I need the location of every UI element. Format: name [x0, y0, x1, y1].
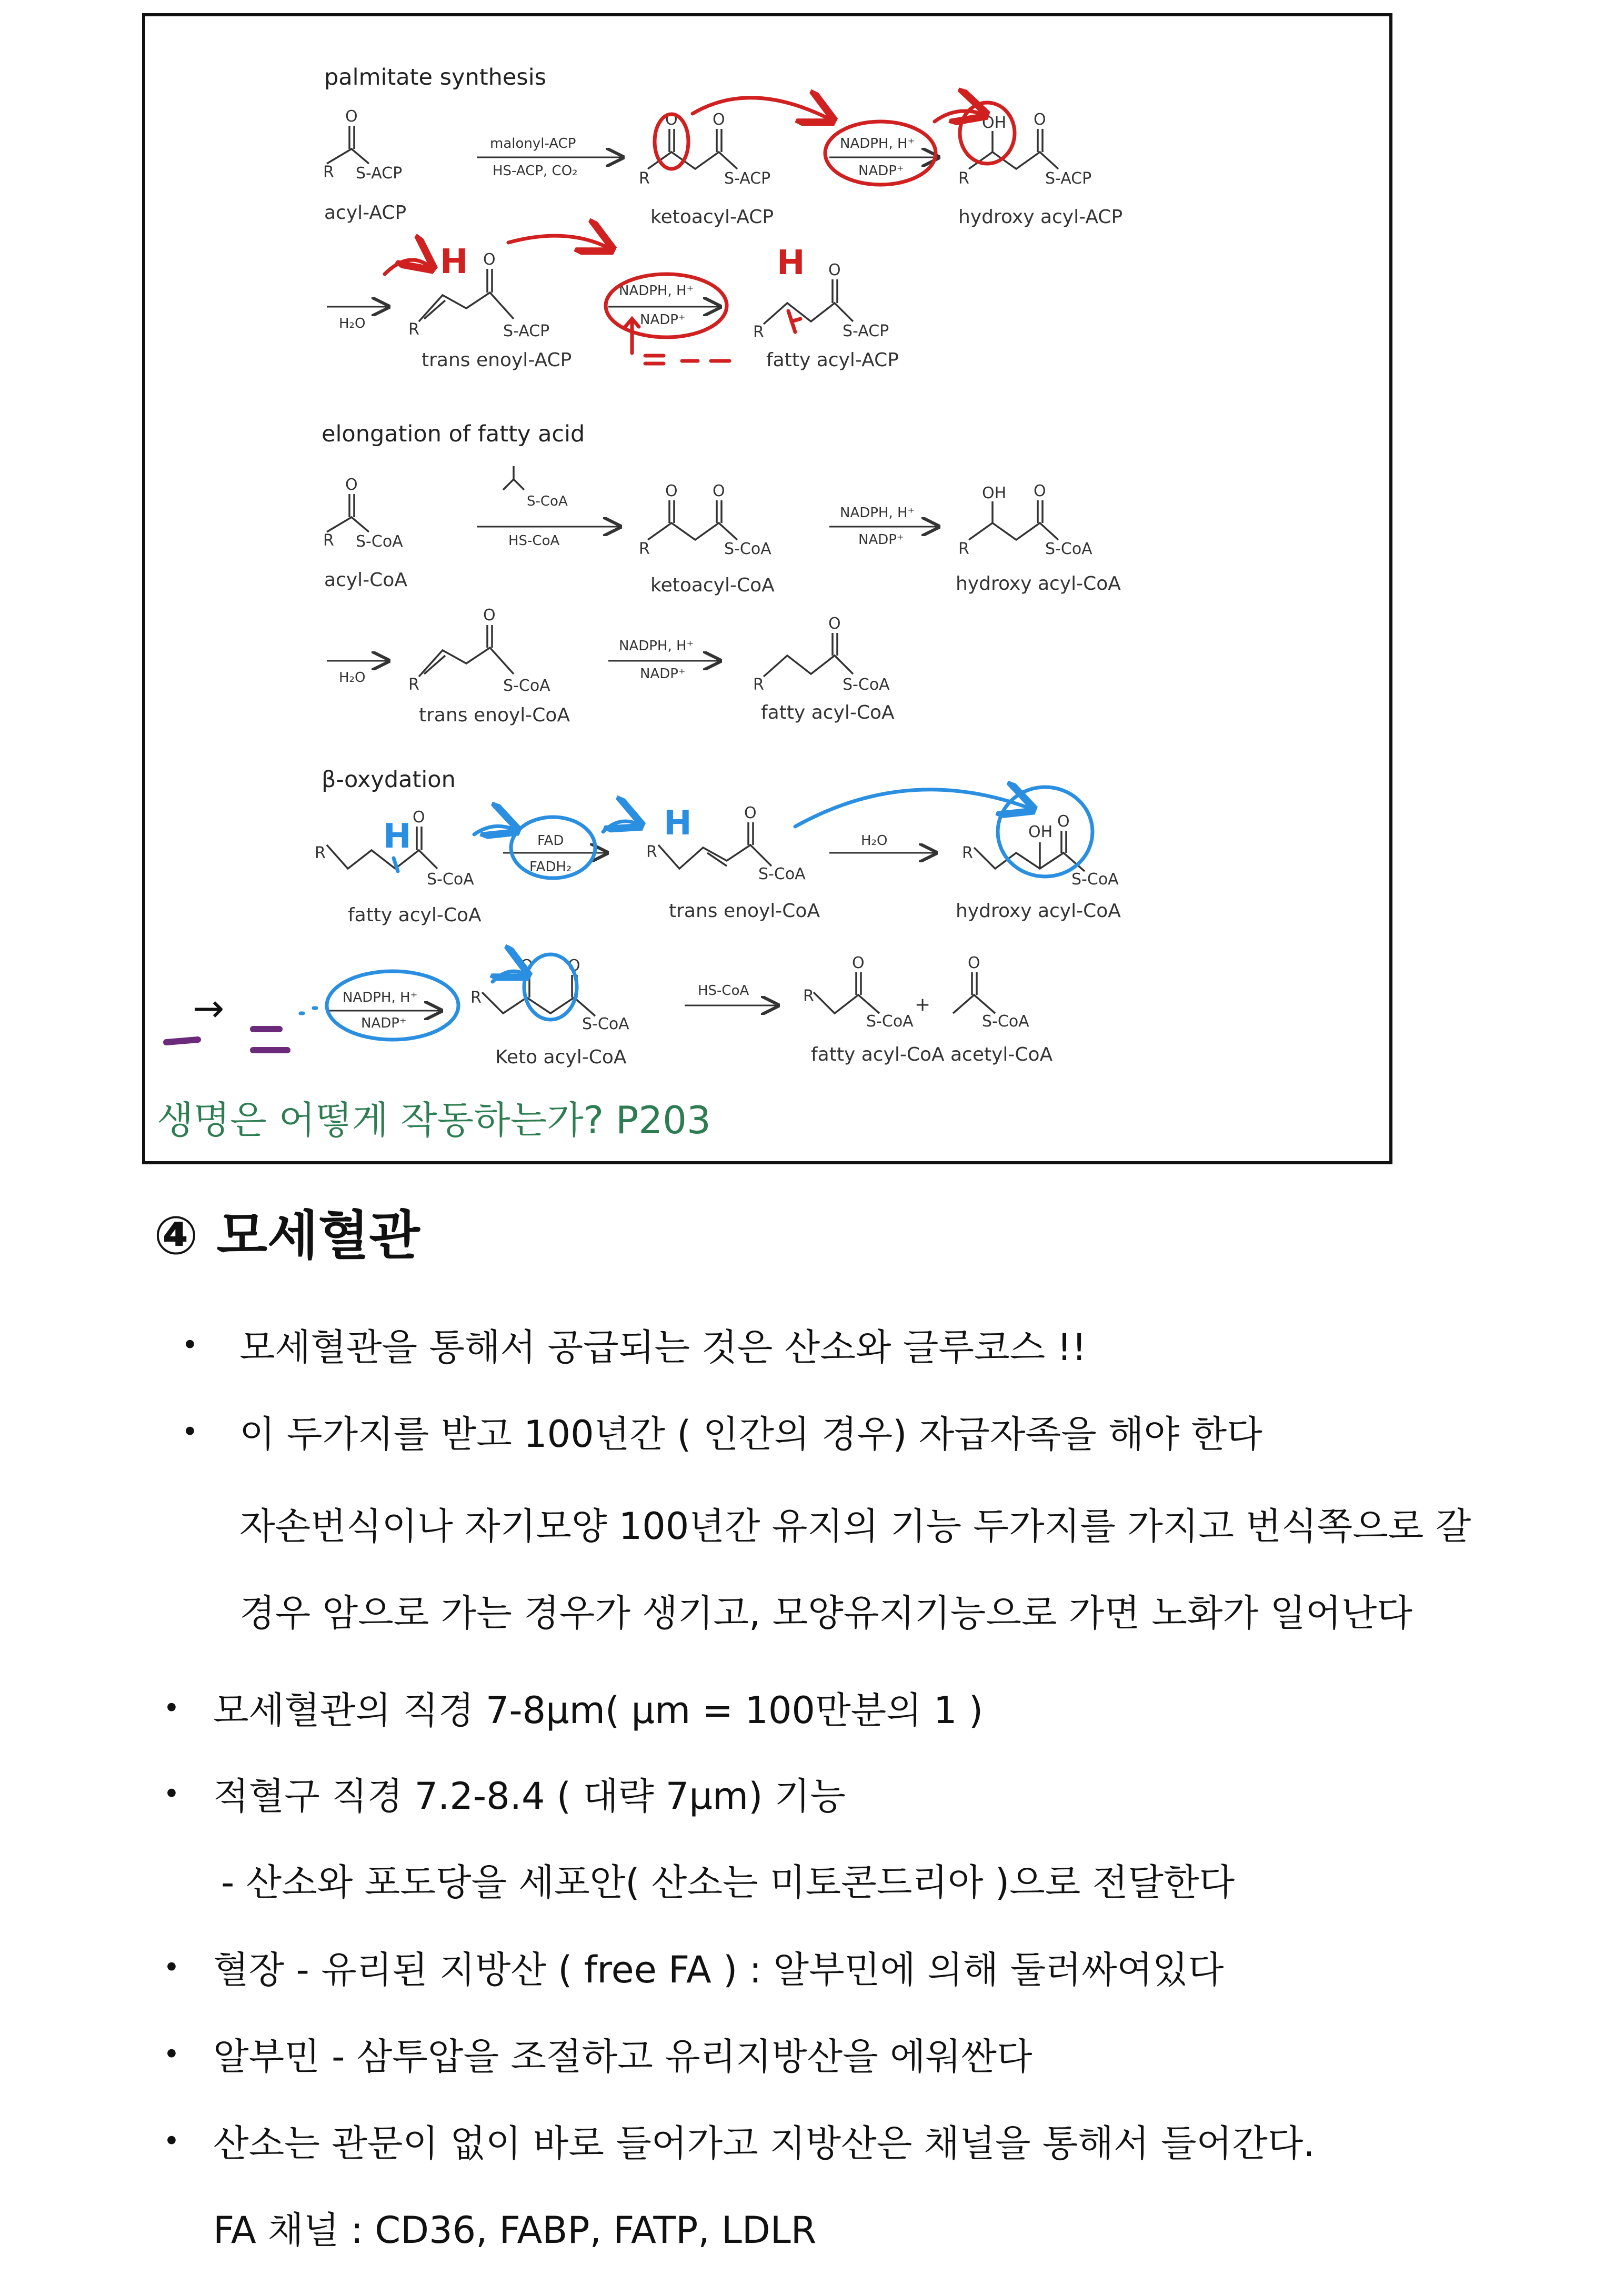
label-fatty-acyl-coa-1: fatty acyl-CoA: [761, 702, 895, 723]
svg-text:O: O: [828, 261, 841, 279]
note-8: 혈장 - 유리된 지방산 ( free FA ) : 알부민에 의해 둘러싸여있다: [213, 1948, 1224, 1991]
molecule-hydroxy-acyl-acp: [958, 110, 1122, 228]
reaction-figure: [142, 13, 1392, 1164]
svg-text:O: O: [483, 606, 496, 625]
section-beta-title: β-oxydation: [322, 767, 456, 793]
label-keto-acyl-coa: Keto acyl-CoA: [495, 1046, 627, 1068]
reagent-nadp-3: NADP⁺: [858, 532, 904, 548]
note-9: 알부민 - 삼투압을 조절하고 유리지방산을 에워싼다: [213, 2035, 1032, 2078]
reaction-diagram: [145, 16, 1396, 1167]
svg-text:S-CoA: S-CoA: [843, 676, 890, 694]
bullet-mark: •: [163, 1951, 180, 1984]
label-ketoacyl-acp: ketoacyl-ACP: [650, 206, 774, 228]
molecule-acyl-acp: [323, 107, 406, 224]
svg-text:S-CoA: S-CoA: [503, 677, 550, 695]
svg-text:→: →: [193, 986, 225, 1030]
label-ketoacyl-coa: ketoacyl-CoA: [650, 575, 775, 596]
label-acetyl-coa: acetyl-CoA: [950, 1044, 1053, 1065]
bullet-mark: •: [182, 1415, 198, 1448]
figure-caption: 생명은 어떻게 작동하는가? P203: [157, 1098, 711, 1142]
svg-text:O: O: [520, 956, 533, 975]
note-11: FA 채널 : CD36, FABP, FATP, LDLR: [213, 2209, 817, 2252]
svg-text:R: R: [962, 844, 973, 862]
purple-handwriting: [166, 986, 287, 1050]
molecule-ketoacyl-acp: [639, 110, 774, 228]
label-acyl-coa: acyl-CoA: [324, 569, 407, 591]
svg-text:S-ACP: S-ACP: [503, 322, 550, 340]
svg-text:R: R: [803, 987, 814, 1005]
svg-text:O: O: [828, 615, 841, 633]
bullet-mark: •: [182, 1328, 198, 1362]
note-7: - 산소와 포도당을 세포안( 산소는 미토콘드리아 )으로 전달한다: [221, 1861, 1235, 1904]
label-fatty-acyl-coa-2: fatty acyl-CoA: [348, 904, 482, 926]
svg-text:S-CoA: S-CoA: [427, 870, 474, 889]
svg-text:O: O: [852, 954, 865, 972]
svg-text:O: O: [345, 107, 358, 126]
reagent-h2o-1: H₂O: [339, 316, 366, 331]
molecule-acyl-coa: [323, 476, 407, 591]
svg-text:O: O: [1034, 482, 1046, 500]
reagent-nadph-5: NADPH, H⁺: [343, 990, 418, 1005]
note-5: 모세혈관의 직경 7-8μm( μm = 100만분의 1 ): [213, 1689, 984, 1732]
svg-text:S-CoA: S-CoA: [1071, 870, 1119, 889]
note-4: 경우 암으로 가는 경우가 생기고, 모양유지기능으로 가면 노화가 일어난다: [239, 1592, 1412, 1635]
svg-text:R: R: [323, 531, 334, 550]
reagent-malonyl-acp: malonyl-ACP: [490, 136, 576, 152]
note-2: 이 두가지를 받고 100년간 ( 인간의 경우) 자급자족을 해야 한다: [239, 1413, 1262, 1456]
reagent-nadph-4: NADPH, H⁺: [619, 638, 694, 654]
reagent-fadh2: FADH₂: [529, 859, 572, 875]
plus-sign: +: [915, 994, 931, 1015]
svg-text:O: O: [713, 482, 725, 500]
svg-text:R: R: [958, 169, 969, 188]
svg-text:R: R: [958, 540, 969, 558]
svg-text:S-ACP: S-ACP: [724, 169, 771, 188]
molecule-fatty-acyl-coa-1: [753, 615, 895, 723]
label-hydroxy-acyl-acp: hydroxy acyl-ACP: [958, 206, 1123, 228]
reagent-hs-coa-1: HS-CoA: [508, 533, 560, 549]
bullet-mark: •: [163, 2124, 180, 2158]
bullet-mark: •: [163, 2038, 180, 2071]
label-fatty-acyl-coa-3: fatty acyl-CoA: [811, 1044, 945, 1065]
svg-text:H: H: [440, 243, 468, 281]
svg-text:O: O: [1057, 812, 1070, 831]
label-trans-enoyl-coa: trans enoyl-CoA: [419, 704, 570, 726]
reagent-nadph-2: NADPH, H⁺: [619, 283, 694, 299]
svg-text:S-CoA: S-CoA: [758, 865, 806, 883]
note-3: 자손번식이나 자기모양 100년간 유지의 기능 두가지를 가지고 번식쪽으로 갈: [239, 1505, 1471, 1548]
svg-text:O: O: [1034, 110, 1046, 129]
svg-text:S-ACP: S-ACP: [843, 322, 889, 340]
reagent-nadp-5: NADP⁺: [361, 1015, 407, 1031]
reagent-nadp-2: NADP⁺: [640, 312, 686, 328]
svg-text:S-CoA: S-CoA: [1045, 540, 1092, 558]
svg-text:S-ACP: S-ACP: [356, 164, 403, 183]
red-handwriting: [385, 98, 1015, 364]
svg-text:OH: OH: [1028, 823, 1053, 841]
svg-text:OH: OH: [982, 484, 1007, 502]
bullet-mark: •: [163, 1691, 180, 1725]
svg-text:R: R: [470, 989, 482, 1007]
molecule-acetyl-coa: [950, 954, 1053, 1065]
svg-text:H: H: [777, 244, 805, 283]
molecule-ketoacyl-coa: [639, 482, 775, 596]
svg-text:O: O: [968, 954, 980, 972]
svg-text:O: O: [744, 804, 757, 822]
molecule-fatty-acyl-acp: [753, 261, 899, 371]
reagent-nadph-1: NADPH, H⁺: [840, 136, 915, 152]
label-fatty-acyl-acp: fatty acyl-ACP: [766, 349, 899, 371]
svg-text:O: O: [665, 110, 678, 129]
note-1: 모세혈관을 통해서 공급되는 것은 산소와 글루코스 !!: [239, 1326, 1087, 1369]
note-10: 산소는 관문이 없이 바로 들어가고 지방산은 채널을 통해서 들어간다.: [213, 2122, 1315, 2165]
svg-text:S-CoA: S-CoA: [724, 540, 771, 558]
svg-text:O: O: [345, 476, 358, 494]
reagent-hs-acp-co2: HS-ACP, CO₂: [493, 163, 578, 179]
note-6: 적혈구 직경 7.2-8.4 ( 대략 7μm) 기능: [213, 1775, 846, 1818]
svg-text:S-CoA: S-CoA: [582, 1015, 629, 1033]
molecule-hydroxy-acyl-coa: [956, 482, 1121, 595]
svg-text:S-CoA: S-CoA: [982, 1012, 1029, 1031]
label-trans-enoyl-acp: trans enoyl-ACP: [422, 349, 572, 371]
label-acyl-acp: acyl-ACP: [324, 202, 407, 224]
section-title: ④ 모세혈관: [154, 1205, 420, 1266]
molecule-trans-enoyl-acp: [408, 250, 572, 371]
molecule-hydroxy-acyl-coa-2: [956, 812, 1121, 922]
reagent-s-coa-small: S-CoA: [527, 494, 568, 509]
reagent-nadp-1: NADP⁺: [858, 163, 904, 179]
reagent-nadp-4: NADP⁺: [640, 666, 686, 682]
svg-text:R: R: [315, 844, 326, 862]
reagent-h2o-2: H₂O: [339, 670, 366, 686]
svg-text:R: R: [753, 676, 764, 694]
svg-text:R: R: [753, 323, 764, 341]
svg-text:R: R: [639, 169, 650, 188]
svg-text:O: O: [713, 110, 725, 129]
section-palmitate-title: palmitate synthesis: [324, 64, 547, 90]
svg-text:H: H: [383, 817, 412, 856]
reagent-nadph-3: NADPH, H⁺: [840, 505, 915, 521]
svg-text:S-ACP: S-ACP: [1045, 169, 1092, 188]
label-hydroxy-acyl-coa-2: hydroxy acyl-CoA: [956, 900, 1121, 922]
svg-text:O: O: [413, 808, 425, 827]
reagent-h2o-3: H₂O: [861, 833, 888, 849]
svg-text:R: R: [646, 843, 657, 861]
svg-text:R: R: [639, 540, 650, 558]
bullet-mark: •: [163, 1777, 180, 1810]
svg-text:R: R: [408, 320, 419, 339]
molecule-keto-acyl-coa: [470, 956, 629, 1068]
svg-text:R: R: [323, 163, 334, 182]
svg-text:R: R: [408, 676, 419, 694]
molecule-trans-enoyl-coa: [408, 606, 570, 726]
svg-text:S-CoA: S-CoA: [866, 1012, 914, 1031]
svg-text:O: O: [568, 956, 580, 975]
svg-text:S-CoA: S-CoA: [356, 532, 403, 551]
svg-text:OH: OH: [982, 114, 1007, 132]
reagent-fad: FAD: [537, 833, 564, 849]
section-elongation-title: elongation of fatty acid: [322, 421, 585, 447]
label-hydroxy-acyl-coa: hydroxy acyl-CoA: [956, 573, 1121, 595]
label-trans-enoyl-coa-2: trans enoyl-CoA: [669, 900, 820, 922]
reagent-hs-coa-2: HS-CoA: [698, 983, 749, 999]
svg-text:O: O: [665, 482, 678, 500]
svg-text:H: H: [664, 804, 692, 843]
svg-text:O: O: [483, 250, 496, 269]
